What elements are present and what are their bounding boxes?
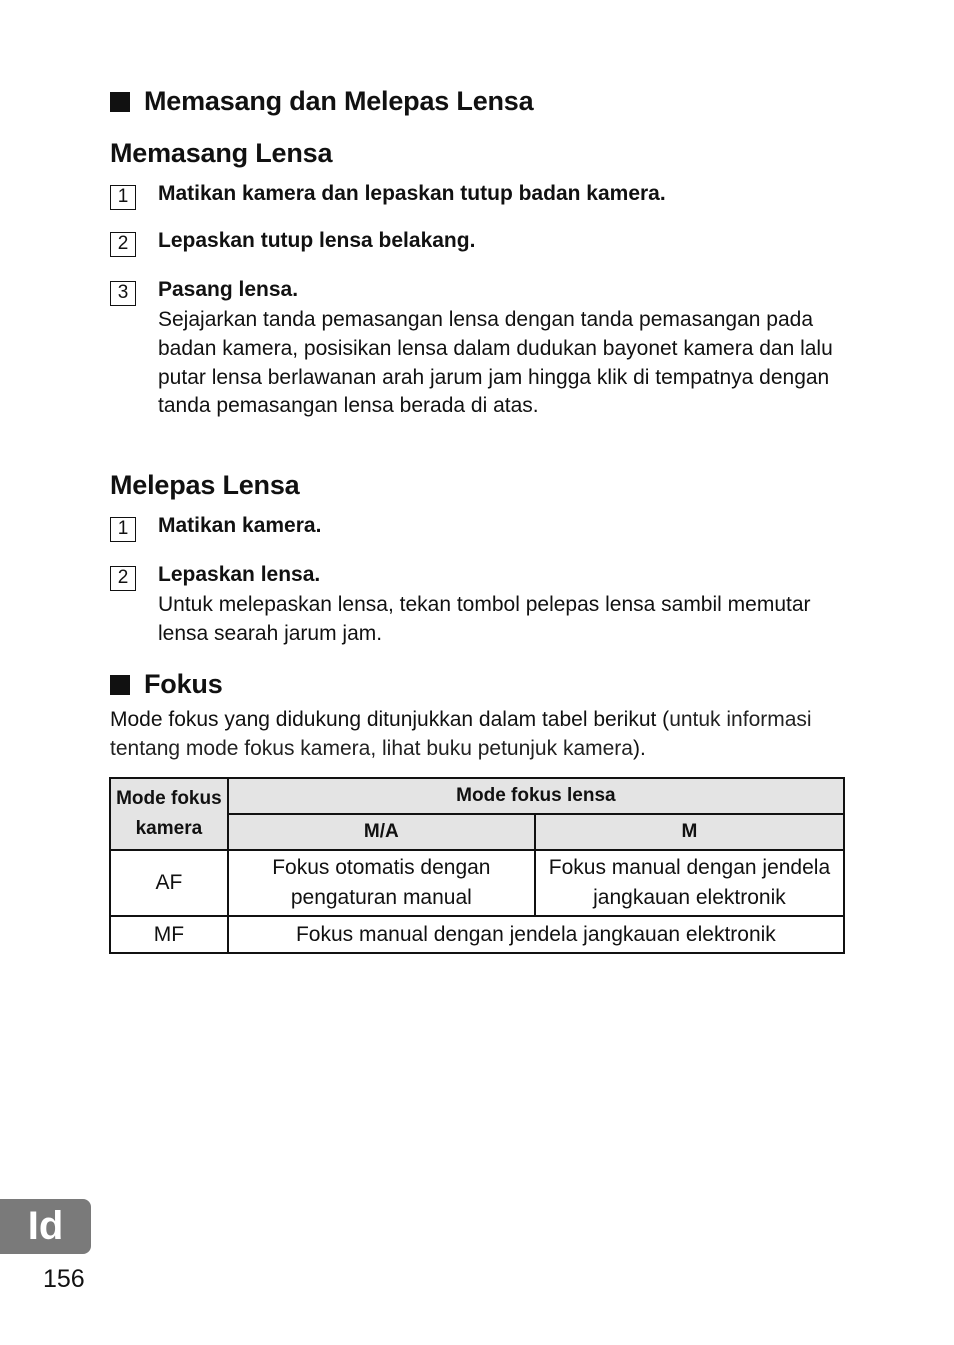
step-number: 2: [110, 232, 136, 257]
focus-mode-table: [109, 777, 845, 954]
step-number: 1: [110, 517, 136, 542]
step-number: 1: [110, 185, 136, 210]
focus-intro: [110, 705, 845, 763]
page-number: 156: [43, 1265, 85, 1293]
step-title: Pasang lensa.: [158, 278, 299, 301]
intro-main: Mode fokus yang didukung ditunjukkan dalam tabel berikut (: [110, 708, 670, 731]
step-body: Untuk melepaskan lensa, tekan tombol pelepas lensa sambil memutar lensa searah jarum jam.: [158, 593, 811, 645]
cell-both: Fokus manual dengan jendela jangkauan elektronik: [228, 916, 844, 953]
detach-heading: Melepas Lensa: [110, 470, 300, 500]
header-m: M: [535, 814, 844, 850]
step-title: Lepaskan lensa.: [158, 563, 321, 586]
cell-mode: AF: [110, 850, 228, 916]
section-title: Fokus: [144, 669, 223, 699]
step-number: 2: [110, 566, 136, 591]
step-body: Sejajarkan tanda pemasangan lensa dengan tanda pemasangan pada badan kamera, posisikan lensa dalam dudukan bayonet kamera dan lalu putar lensa berlawanan arah jarum jam hingga klik di tempatnya dengan tanda pemasangan lensa berada di atas.: [158, 308, 833, 418]
step-title: Matikan kamera dan lepaskan tutup badan kamera.: [158, 182, 666, 205]
intro-paren: untuk informasi tentang mode fokus kamera, lihat buku petunjuk kamera: [110, 708, 812, 760]
step-title: Lepaskan tutup lensa belakang.: [158, 229, 476, 252]
section-bullet-icon: [110, 92, 130, 112]
header-lens-mode: Mode fokus lensa: [228, 778, 844, 814]
section-bullet-icon: [110, 675, 130, 695]
header-ma: M/A: [228, 814, 535, 850]
intro-end: ).: [632, 737, 646, 760]
language-tab: Id: [0, 1199, 91, 1254]
cell-ma: Fokus otomatis dengan pengaturan manual: [228, 850, 535, 916]
attach-heading: Memasang Lensa: [110, 138, 333, 168]
table-row: [110, 916, 844, 953]
section-heading-focus: [110, 669, 223, 700]
table-row: [110, 850, 844, 916]
section-heading-lens: [110, 86, 533, 117]
section-title: Memasang dan Melepas Lensa: [144, 86, 534, 116]
cell-m: Fokus manual dengan jendela jangkauan elektronik: [535, 850, 844, 916]
header-camera-mode: Mode fokus kamera: [110, 778, 228, 850]
step-title: Matikan kamera.: [158, 514, 322, 537]
cell-mode: MF: [110, 916, 228, 953]
step-number: 3: [110, 281, 136, 306]
